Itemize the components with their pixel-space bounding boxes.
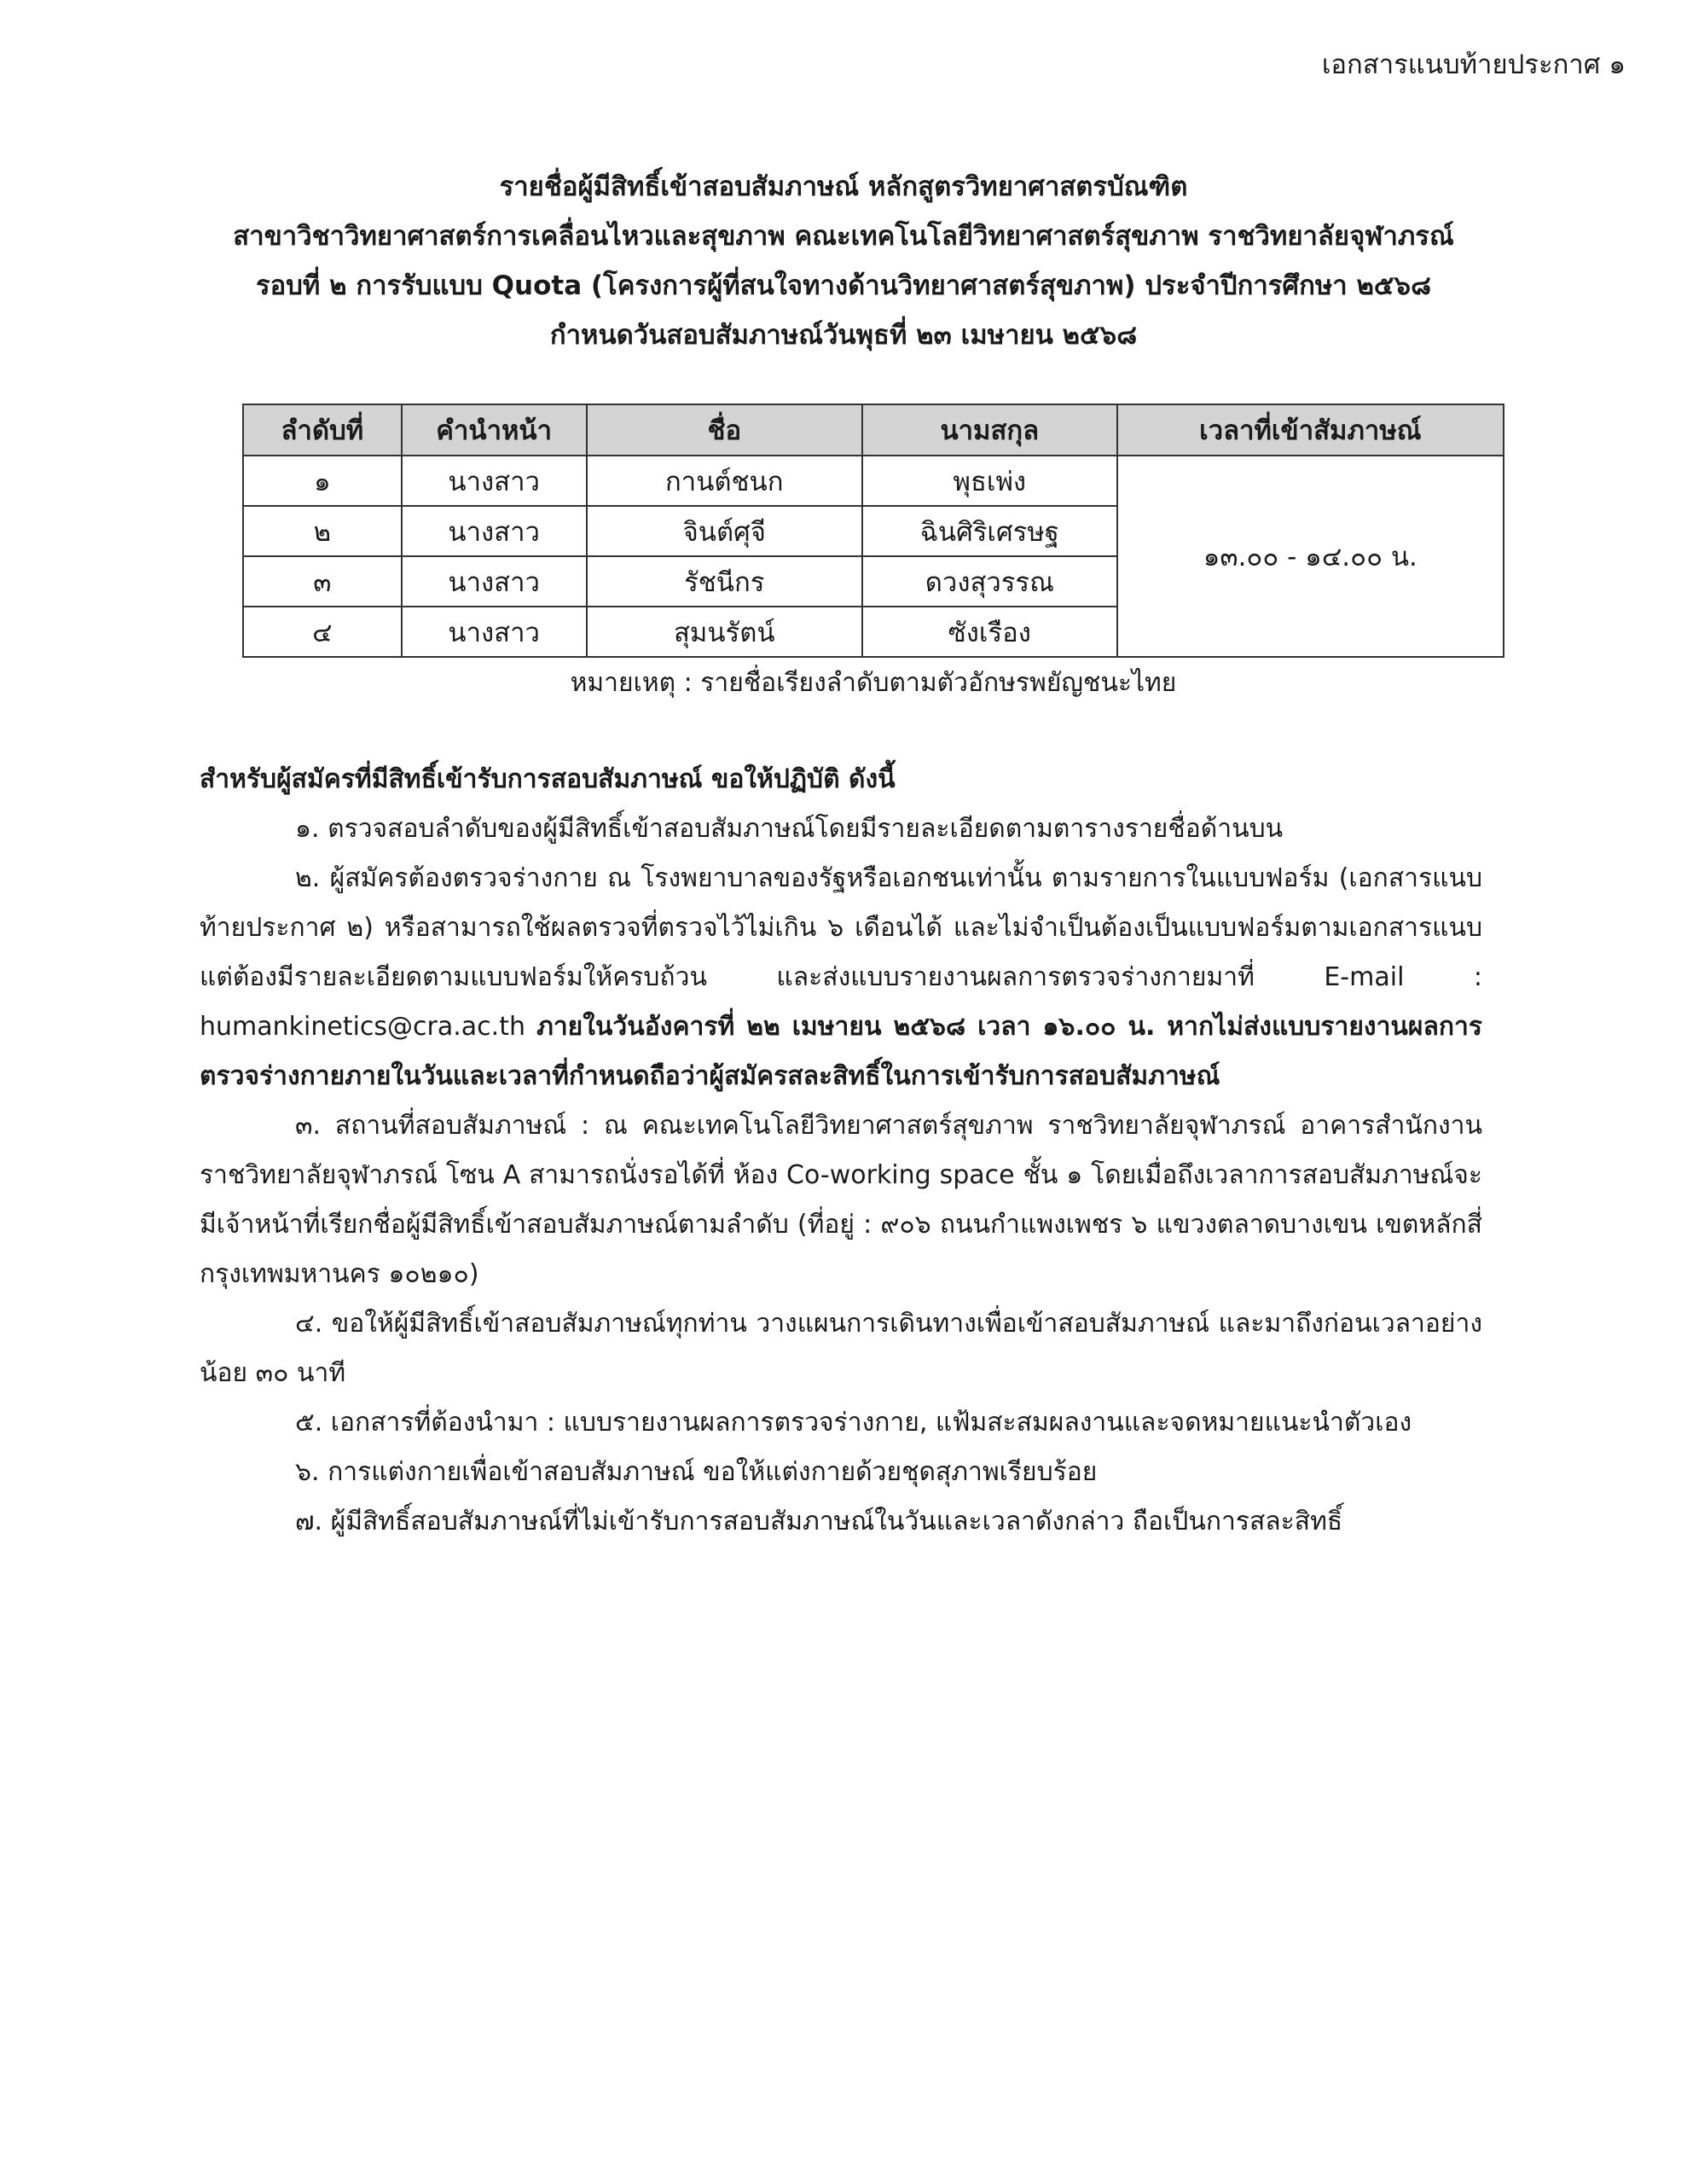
cell-prefix: นางสาว [402, 506, 587, 556]
instruction-item-2-deadline: ภายในวันอังคารที่ ๒๒ เมษายน ๒๕๖๘ เวลา ๑๖.๐๐ น. หากไม่ส่งแบบรายงานผลการตรวจร่างกายภายในวันและเวลาที่กำหนดถือว่าผู้สมัครสละสิทธิ์ในการเข้ารับการสอบสัมภาษณ์ [200, 1012, 1483, 1091]
cell-prefix: นางสาว [402, 456, 587, 506]
instruction-item-1: ๑. ตรวจสอบลำดับของผู้มีสิทธิ์เข้าสอบสัมภาษณ์โดยมีรายละเอียดตามตารางรายชื่อด้านบน [295, 814, 1284, 844]
instruction-item-5: ๕. เอกสารที่ต้องนำมา : แบบรายงานผลการตรวจร่างกาย, แฟ้มสะสมผลงานและจดหมายแนะนำตัวเอง [295, 1408, 1412, 1438]
instruction-item-4: ๔. ขอให้ผู้มีสิทธิ์เข้าสอบสัมภาษณ์ทุกท่าน วางแผนการเดินทางเพื่อเข้าสอบสัมภาษณ์ และมาถึงก่อนเวลาอย่างน้อย ๓๐ นาที [200, 1309, 1482, 1388]
header-interview-time: เวลาที่เข้าสัมภาษณ์ [1117, 404, 1504, 456]
instruction-item-2 [200, 854, 1482, 1101]
title-line-4: กำหนดวันสอบสัมภาษณ์วันพุธที่ ๒๓ เมษายน ๒๕๖๘ [549, 320, 1138, 351]
cell-order: ๔ [243, 607, 402, 657]
cell-first-name: สุมนรัตน์ [587, 607, 862, 657]
instructions-section [200, 755, 1482, 1547]
cell-order: ๑ [243, 456, 402, 506]
cell-interview-time: ๑๓.๐๐ - ๑๔.๐๐ น. [1117, 456, 1504, 657]
instructions-heading: สำหรับผู้สมัครที่มีสิทธิ์เข้ารับการสอบสัมภาษณ์ ขอให้ปฏิบัติ ดังนี้ [200, 764, 896, 794]
instruction-item-7: ๗. ผู้มีสิทธิ์สอบสัมภาษณ์ที่ไม่เข้ารับการสอบสัมภาษณ์ในวันและเวลาดังกล่าว ถือเป็นการสละสิทธิ์ [295, 1507, 1343, 1536]
header-last-name: นามสกุล [862, 404, 1117, 456]
table-row [243, 456, 1504, 506]
header-prefix: คำนำหน้า [402, 404, 587, 456]
title-line-2: สาขาวิชาวิทยาศาสตร์การเคลื่อนไหวและสุขภาพ คณะเทคโนโลยีวิทยาศาสตร์สุขภาพ ราชวิทยาลัยจุฬาภรณ์ [233, 221, 1454, 252]
instruction-item-6: ๖. การแต่งกายเพื่อเข้าสอบสัมภาษณ์ ขอให้แต่งกายด้วยชุดสุภาพเรียบร้อย [295, 1457, 1098, 1487]
header-order: ลำดับที่ [243, 404, 402, 456]
cell-last-name: ดวงสุวรรณ [862, 556, 1117, 607]
cell-first-name: จินต์ศุจี [587, 506, 862, 556]
cell-first-name: รัชนีกร [587, 556, 862, 607]
cell-last-name: ฉินศิริเศรษฐ [862, 506, 1117, 556]
header-first-name: ชื่อ [587, 404, 862, 456]
cell-last-name: ซังเรือง [862, 607, 1117, 657]
table-header-row [243, 404, 1504, 456]
title-line-3: รอบที่ ๒ การรับแบบ Quota (โครงการผู้ที่สนใจทางด้านวิทยาศาสตร์สุขภาพ) ประจำปีการศึกษา ๒๕๖๘ [255, 270, 1431, 301]
cell-prefix: นางสาว [402, 607, 587, 657]
table-note: หมายเหตุ : รายชื่อเรียงลำดับตามตัวอักษรพยัญชนะไทย [570, 668, 1177, 698]
cell-first-name: กานต์ชนก [587, 456, 862, 506]
candidate-table [242, 404, 1504, 658]
instruction-item-2-text: ๒. ผู้สมัครต้องตรวจร่างกาย ณ โรงพยาบาลของรัฐหรือเอกชนเท่านั้น ตามรายการในแบบฟอร์ม (เอกสารแนบท้ายประกาศ ๒) หรือสามารถใช้ผลตรวจที่ตรวจไว้ไม่เกิน ๖ เดือนได้ และไม่จำเป็นต้องเป็นแบบฟอร์มตามเอกสารแนบ แต่ต้องมีรายละเอียดตามแบบฟอร์มให้ครบถ้วน และส่งแบบรายงานผลการตรวจร่างกายมาที่ E-mail : humankinetics@cra.ac.th [200, 863, 1482, 1042]
instruction-item-3: ๓. สถานที่สอบสัมภาษณ์ : ณ คณะเทคโนโลยีวิทยาศาสตร์สุขภาพ ราชวิทยาลัยจุฬาภรณ์ อาคารสำนักงานราชวิทยาลัยจุฬาภรณ์ โซน A สามารถนั่งรอได้ที่ ห้อง Co-working space ชั้น ๑ โดยเมื่อถึงเวลาการสอบสัมภาษณ์จะมีเจ้าหน้าที่เรียกชื่อผู้มีสิทธิ์เข้าสอบสัมภาษณ์ตามลำดับ (ที่อยู่ : ๙๐๖ ถนนกำแพงเพชร ๖ แขวงตลาดบางเขน เขตหลักสี่ กรุงเทพมหานคร ๑๐๒๑๐) [200, 1111, 1482, 1289]
title-line-1: รายชื่อผู้มีสิทธิ์เข้าสอบสัมภาษณ์ หลักสูตรวิทยาศาสตรบัณฑิต [499, 171, 1188, 202]
announcement-title [128, 162, 1559, 360]
document-reference: เอกสารแนบท้ายประกาศ ๑ [1321, 49, 1626, 80]
cell-last-name: พุธเพ่ง [862, 456, 1117, 506]
cell-order: ๒ [243, 506, 402, 556]
cell-prefix: นางสาว [402, 556, 587, 607]
cell-order: ๓ [243, 556, 402, 607]
